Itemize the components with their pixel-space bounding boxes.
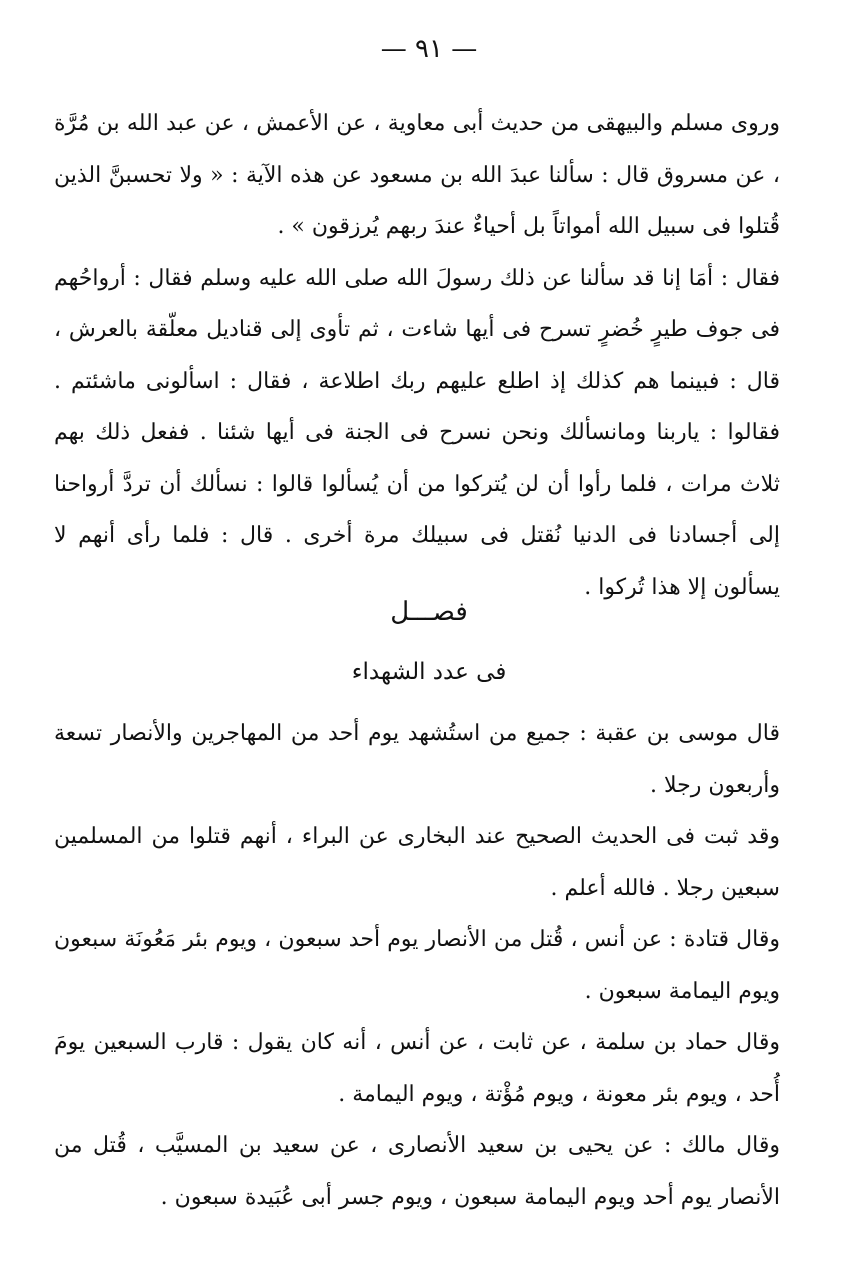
- paragraph-1: وروى مسلم والبيهقى من حديث أبى معاوية ، عن الأعمش ، عن عبد الله بن مُرَّة ، عن مسروق قال : سألنا عبدَ الله بن مسعود عن هذه الآية : « ولا تحسبنَّ الذين قُتلوا فى سبيل الله أمواتاً بل أحياءٌ عندَ ربهم يُرزقون » .: [54, 111, 780, 239]
- text-block-top: [54, 98, 806, 613]
- paragraph-6: وقال حماد بن سلمة ، عن ثابت ، عن أنس ، أنه كان يقول : قارب السبعين يومَ أُحد ، ويوم بئر معونة ، ويوم مُؤْتة ، ويوم اليمامة .: [54, 1030, 780, 1107]
- paragraph-5: وقال قتادة : عن أنس ، قُتل من الأنصار يوم أحد سبعون ، ويوم بئر مَعُونَة سبعون ويوم اليمامة سبعون .: [54, 927, 780, 1004]
- paragraph-7: وقال مالك : عن يحيى بن سعيد الأنصارى ، عن سعيد بن المسيَّب ، قُتل من الأنصار يوم أحد ويوم اليمامة سبعون ، ويوم جسر أبى عُبَيدة سبعون .: [54, 1133, 780, 1210]
- section-subtitle: فى عدد الشهداء: [351, 659, 507, 685]
- paragraph-4: وقد ثبت فى الحديث الصحيح عند البخارى عن البراء ، أنهم قتلوا من المسلمين سبعين رجلا . فالله أعلم .: [54, 824, 780, 901]
- page-number: — ٩١ —: [380, 34, 478, 64]
- text-block-bottom: [54, 708, 806, 1223]
- paragraph-3: قال موسى بن عقبة : جميع من استُشهد يوم أحد من المهاجرين والأنصار تسعة وأربعون رجلا .: [54, 721, 780, 798]
- paragraph-2: فقال : أمَا إنا قد سألنا عن ذلك رسولَ الله صلى الله عليه وسلم فقال : أرواحُهم فى جوف طيرٍ خُضرٍ تسرح فى أيها شاءت ، ثم تأوى إلى قناديل معلّقة بالعرش ، قال : فبينما هم كذلك إذ اطلع عليهم ربك اطلاعة ، فقال : اسألونى ماشئتم . فقالوا : ياربنا ومانسألك ونحن نسرح فى الجنة فى أيها شئنا . ففعل ذلك بهم ثلاث مرات ، فلما رأوا أن لن يُتركوا من أن يُسألوا قالوا : نسألك أن تردَّ أرواحنا إلى أجسادنا فى الدنيا نُقتل فى سبيلك مرة أخرى . قال : فلما رأى أنهم لا يسألون إلا هذا تُركوا .: [54, 265, 780, 600]
- section-title: فصـــل: [390, 597, 468, 627]
